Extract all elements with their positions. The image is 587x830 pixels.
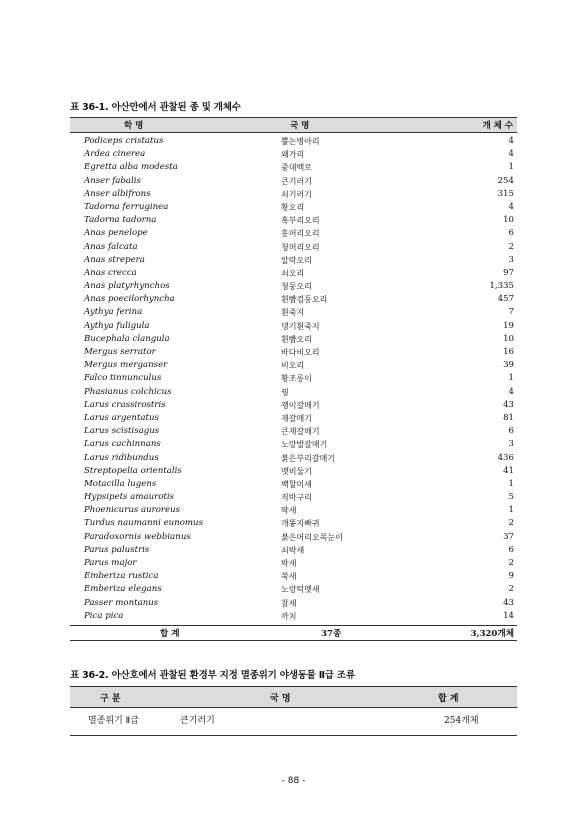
- count-cell: 6: [508, 228, 514, 239]
- korean-name-cell: 노랑턱멧새: [281, 585, 320, 595]
- endangered-table: [70, 686, 517, 736]
- table-row: [70, 517, 517, 530]
- korean-name-cell: 딱새: [281, 506, 297, 516]
- table-row: [70, 175, 517, 188]
- scientific-name-cell: Phasianus colchicus: [84, 386, 172, 397]
- table-row: [70, 452, 517, 465]
- korean-name-cell: 꿩: [281, 387, 289, 397]
- count-cell: 6: [508, 544, 514, 555]
- page-number: - 88 -: [281, 776, 306, 786]
- scientific-name-cell: Falco tinnunculus: [84, 373, 162, 384]
- table-row: [70, 504, 517, 517]
- table-row: [70, 188, 517, 201]
- korean-name-cell: 붉은부리갈매기: [281, 453, 336, 463]
- count-cell: 10: [503, 333, 514, 344]
- table2-caption: 표 36-2. 아산호에서 관찰된 환경부 지정 멸종위기 야생동물 Ⅱ급 조류: [70, 670, 355, 681]
- korean-name-cell: 재갈매기: [281, 413, 312, 423]
- scientific-name-cell: Paradoxornis webbianus: [84, 531, 191, 542]
- scientific-name-cell: Anas poecilorhyncha: [84, 294, 175, 305]
- table1-caption: 표 36-1. 아산만에서 관찰된 종 및 개체수: [70, 102, 241, 113]
- table-row: [70, 227, 517, 240]
- count-cell: 3: [508, 439, 514, 450]
- table1-body: [70, 133, 517, 623]
- scientific-name-cell: Ardea cinerea: [84, 149, 146, 160]
- header-category: 구 분: [100, 694, 121, 704]
- count-cell: 315: [497, 188, 514, 199]
- table-row: [70, 135, 517, 148]
- scientific-name-cell: Streptopelia orientalis: [84, 465, 182, 476]
- scientific-name-cell: Passer montanus: [84, 597, 159, 608]
- table-row: [70, 386, 517, 399]
- count-cell: 37: [503, 531, 514, 542]
- table-row: [70, 359, 517, 372]
- table-row: [70, 412, 517, 425]
- scientific-name-cell: Tadorna ferruginea: [84, 201, 169, 212]
- count-cell: 1: [508, 162, 514, 173]
- scientific-name-cell: Tadorna tadorna: [84, 215, 157, 226]
- table-row: [70, 544, 517, 557]
- korean-name-cell: 댕기흰죽지: [281, 321, 320, 331]
- scientific-name-cell: Mergus merganser: [84, 360, 168, 371]
- count-cell: 457: [497, 294, 514, 305]
- scientific-name-cell: Parus palustris: [84, 544, 150, 555]
- count-cell: 6: [508, 426, 514, 437]
- korean-name-cell: 흰뺨오리: [281, 334, 312, 344]
- table-row: [70, 465, 517, 478]
- table-row: [70, 241, 517, 254]
- count-cell: 41: [503, 465, 514, 476]
- table-row: [70, 346, 517, 359]
- korean-name-cell: 중대백로: [281, 163, 312, 173]
- scientific-name-cell: Anas strepera: [84, 254, 145, 265]
- korean-name-cell: 황조롱이: [281, 374, 312, 384]
- table-row: [70, 293, 517, 306]
- korean-name-cell: 황오리: [281, 202, 305, 212]
- scientific-name-cell: Motacilla lugens: [84, 478, 157, 489]
- scientific-name-cell: Turdus naumanni eunomus: [84, 518, 203, 529]
- korean-name-cell: 청둥오리: [281, 282, 312, 292]
- table-row: [70, 425, 517, 438]
- count-cell: 81: [503, 412, 514, 423]
- scientific-name-cell: Emberiza rustica: [84, 571, 159, 582]
- header-korean-name: 국 명: [290, 121, 310, 131]
- header-scientific-name: 학 명: [124, 121, 144, 131]
- korean-name-cell: 노랑발갈매기: [281, 440, 328, 450]
- table-row: [70, 478, 517, 491]
- table1-total-row: [70, 625, 517, 641]
- count-cell: 4: [508, 136, 514, 146]
- count-cell: 254: [497, 175, 514, 186]
- korean-name-cell: 쇠기러기: [281, 189, 312, 199]
- count-cell: 14: [503, 610, 514, 621]
- count-cell: 2: [508, 584, 514, 595]
- count-cell: 1: [508, 478, 514, 489]
- scientific-name-cell: Parus major: [84, 558, 137, 568]
- table-row: [70, 333, 517, 346]
- korean-name-cell: 왜가리: [281, 150, 305, 160]
- korean-name-cell: 비오리: [281, 361, 305, 371]
- count-cell: 2: [508, 241, 514, 252]
- header-total: 합 계: [438, 694, 459, 704]
- count-cell: 19: [503, 320, 514, 331]
- korean-name-cell: 뿔논병아리: [281, 137, 320, 146]
- table-row: [70, 320, 517, 333]
- count-cell: 2: [508, 518, 514, 529]
- count-cell: 97: [503, 267, 514, 278]
- table-row: [70, 531, 517, 544]
- count-cell: 5: [508, 492, 514, 503]
- table-row: [70, 267, 517, 280]
- table2-row: [70, 708, 517, 736]
- table-row: [70, 280, 517, 293]
- korean-name-cell: 홍머리오리: [281, 229, 320, 239]
- korean-name-cell: 쑥새: [281, 572, 297, 582]
- table-row: [70, 557, 517, 570]
- scientific-name-cell: Anser albifrons: [84, 188, 151, 199]
- korean-name-cell: 멧비둘기: [281, 466, 312, 476]
- count-cell: 1: [508, 505, 514, 516]
- count-cell: 4: [508, 149, 514, 160]
- count-cell: 43: [503, 597, 514, 608]
- scientific-name-cell: Mergus serrator: [84, 347, 156, 357]
- count-cell: 4: [508, 201, 514, 212]
- scientific-name-cell: Egretta alba modesta: [84, 162, 178, 173]
- scientific-name-cell: Phoenicurus auroreus: [84, 505, 181, 516]
- scientific-name-cell: Podiceps cristatus: [84, 136, 164, 146]
- table-row: [70, 201, 517, 214]
- korean-name-cell: 알락오리: [281, 255, 312, 265]
- scientific-name-cell: Anas penelope: [84, 228, 148, 239]
- scientific-name-cell: Anser fabalis: [84, 175, 141, 186]
- korean-name-cell: 큰기러기: [180, 716, 215, 726]
- scientific-name-cell: Bucephala clangula: [84, 333, 170, 344]
- scientific-name-cell: Hypsipets amaurotis: [84, 492, 175, 503]
- scientific-name-cell: Aythya fuligula: [84, 320, 150, 331]
- korean-name-cell: 백할미새: [281, 479, 312, 489]
- table-row: [70, 372, 517, 385]
- total-count: 3,320개체: [470, 628, 514, 639]
- count-cell: 10: [503, 215, 514, 226]
- scientific-name-cell: Anas platyrhynchos: [84, 281, 170, 292]
- count-cell: 7: [508, 307, 514, 318]
- table1-header-row: [70, 117, 517, 133]
- korean-name-cell: 박새: [281, 559, 297, 568]
- header-count: 개 체 수: [482, 121, 513, 131]
- korean-name-cell: 혹부리오리: [281, 216, 320, 226]
- korean-name-cell: 흰죽지: [281, 308, 305, 318]
- count-cell: 39: [503, 360, 514, 371]
- korean-name-cell: 개똥지빠귀: [281, 519, 320, 529]
- count-cell: 436: [497, 452, 514, 463]
- table-row: [70, 597, 517, 610]
- scientific-name-cell: Emberiza elegans: [84, 584, 162, 595]
- korean-name-cell: 청머리오리: [281, 242, 320, 252]
- table-row: [70, 491, 517, 504]
- scientific-name-cell: Larus crassirostris: [84, 399, 166, 410]
- korean-name-cell: 까치: [281, 611, 297, 621]
- table-row: [70, 610, 517, 623]
- total-species: 37종: [321, 628, 342, 639]
- korean-name-cell: 바다비오리: [281, 348, 320, 357]
- korean-name-cell: 흰뺨검둥오리: [281, 295, 328, 305]
- korean-name-cell: 쇠오리: [281, 268, 305, 278]
- count-cell: 16: [503, 347, 514, 357]
- header-korean-name: 국 명: [270, 694, 291, 704]
- table-row: [70, 570, 517, 583]
- total-label: 합 계: [160, 628, 180, 639]
- table-row: [70, 306, 517, 319]
- table-row: [70, 438, 517, 451]
- count-cell: 1,335: [489, 281, 514, 292]
- table-row: [70, 214, 517, 227]
- table-row: [70, 583, 517, 596]
- korean-name-cell: 붉은머리오목눈이: [281, 532, 343, 542]
- count-cell: 9: [508, 571, 514, 582]
- scientific-name-cell: Larus cachinnans: [84, 439, 161, 450]
- table-row: [70, 399, 517, 412]
- table2-header-row: [70, 686, 517, 708]
- korean-name-cell: 큰재갈매기: [281, 427, 320, 437]
- table-row: [70, 148, 517, 161]
- korean-name-cell: 직박구리: [281, 493, 312, 503]
- count-cell: 2: [508, 558, 514, 568]
- korean-name-cell: 괭이갈매기: [281, 400, 320, 410]
- scientific-name-cell: Anas crecca: [84, 267, 137, 278]
- scientific-name-cell: Aythya ferina: [84, 307, 143, 318]
- korean-name-cell: 큰기러기: [281, 176, 312, 186]
- korean-name-cell: 참새: [281, 598, 297, 608]
- table-row: [70, 254, 517, 267]
- scientific-name-cell: Anas falcata: [84, 241, 138, 252]
- count-cell: 4: [508, 386, 514, 397]
- count-cell: 43: [503, 399, 514, 410]
- count-cell: 3: [508, 254, 514, 265]
- count-cell: 1: [508, 373, 514, 384]
- species-table: [70, 117, 517, 641]
- table-row: [70, 161, 517, 174]
- scientific-name-cell: Larus ridibundus: [84, 452, 159, 463]
- scientific-name-cell: Larus scistisagus: [84, 426, 160, 437]
- korean-name-cell: 쇠박새: [281, 545, 305, 555]
- scientific-name-cell: Larus argentatus: [84, 412, 159, 423]
- total-cell: 254개체: [444, 716, 479, 726]
- category-cell: 멸종위기 Ⅱ급: [88, 716, 139, 726]
- scientific-name-cell: Pica pica: [84, 610, 124, 621]
